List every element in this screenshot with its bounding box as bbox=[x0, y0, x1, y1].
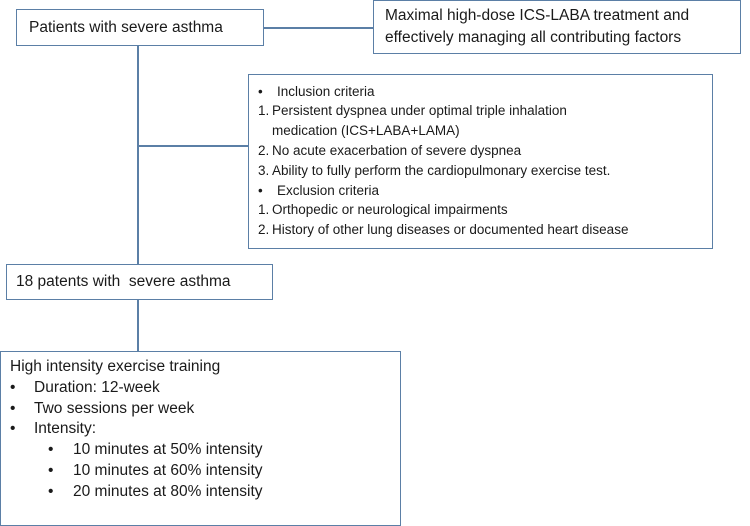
training-item bbox=[1, 399, 400, 420]
item-text: No acute exacerbation of severe dyspnea bbox=[272, 143, 522, 158]
bullet-icon: • bbox=[258, 84, 263, 99]
training-sub-item-text: 10 minutes at 50% intensity bbox=[73, 441, 263, 459]
inclusion-item-continuation bbox=[249, 121, 712, 141]
training-item-text: Duration: 12-week bbox=[34, 378, 160, 396]
bullet-icon: • bbox=[48, 482, 54, 500]
connector-to-treatment bbox=[264, 27, 373, 29]
item-number: 1. bbox=[258, 202, 270, 217]
bullet-icon: • bbox=[10, 420, 16, 438]
inclusion-item bbox=[249, 161, 712, 181]
training-item-text: Intensity: bbox=[34, 420, 97, 438]
training-item bbox=[1, 378, 400, 399]
item-text: Orthopedic or neurological impairments bbox=[272, 202, 508, 217]
training-title-row bbox=[1, 357, 400, 378]
training-title: High intensity exercise training bbox=[10, 358, 221, 375]
result-label: 18 patents with severe asthma bbox=[16, 273, 231, 290]
treatment-box bbox=[373, 0, 741, 54]
inclusion-heading bbox=[249, 82, 712, 101]
item-text-continuation: medication (ICS+LABA+LAMA) bbox=[272, 123, 460, 138]
training-item bbox=[1, 419, 400, 440]
bullet-icon: • bbox=[258, 183, 263, 198]
treatment-line-1: Maximal high-dose ICS-LABA treatment and bbox=[385, 7, 690, 24]
bullet-icon: • bbox=[48, 461, 54, 479]
training-sub-item-text: 10 minutes at 60% intensity bbox=[73, 461, 263, 479]
exclusion-item bbox=[249, 200, 712, 220]
inclusion-item bbox=[249, 101, 712, 121]
training-sub-item bbox=[1, 440, 400, 461]
bullet-icon: • bbox=[48, 441, 54, 459]
treatment-line-2: effectively managing all contributing factors bbox=[385, 29, 682, 46]
bullet-icon: • bbox=[10, 399, 16, 417]
inclusion-title: Inclusion criteria bbox=[277, 84, 375, 99]
training-box bbox=[0, 351, 401, 526]
bullet-icon: • bbox=[10, 378, 16, 396]
criteria-box bbox=[248, 74, 713, 249]
training-sub-item bbox=[1, 482, 400, 503]
patients-label: Patients with severe asthma bbox=[29, 18, 223, 36]
training-item-text: Two sessions per week bbox=[34, 399, 195, 417]
item-number: 3. bbox=[258, 163, 270, 178]
item-number: 1. bbox=[258, 103, 270, 118]
result-box bbox=[6, 264, 273, 300]
exclusion-item bbox=[249, 220, 712, 240]
item-text: Persistent dyspnea under optimal triple inhalation bbox=[272, 103, 567, 118]
exclusion-heading bbox=[249, 181, 712, 200]
training-sub-item bbox=[1, 461, 400, 482]
item-text: History of other lung diseases or documented heart disease bbox=[272, 222, 629, 237]
connector-to-training bbox=[137, 300, 139, 351]
exclusion-title: Exclusion criteria bbox=[277, 183, 380, 198]
item-number: 2. bbox=[258, 222, 270, 237]
training-sub-item-text: 20 minutes at 80% intensity bbox=[73, 482, 263, 500]
item-number: 2. bbox=[258, 143, 270, 158]
inclusion-item bbox=[249, 141, 712, 161]
item-text: Ability to fully perform the cardiopulmonary exercise test. bbox=[272, 163, 611, 178]
connector-to-criteria bbox=[137, 145, 248, 147]
patients-box bbox=[16, 9, 264, 46]
connector-top-vertical bbox=[137, 46, 139, 264]
